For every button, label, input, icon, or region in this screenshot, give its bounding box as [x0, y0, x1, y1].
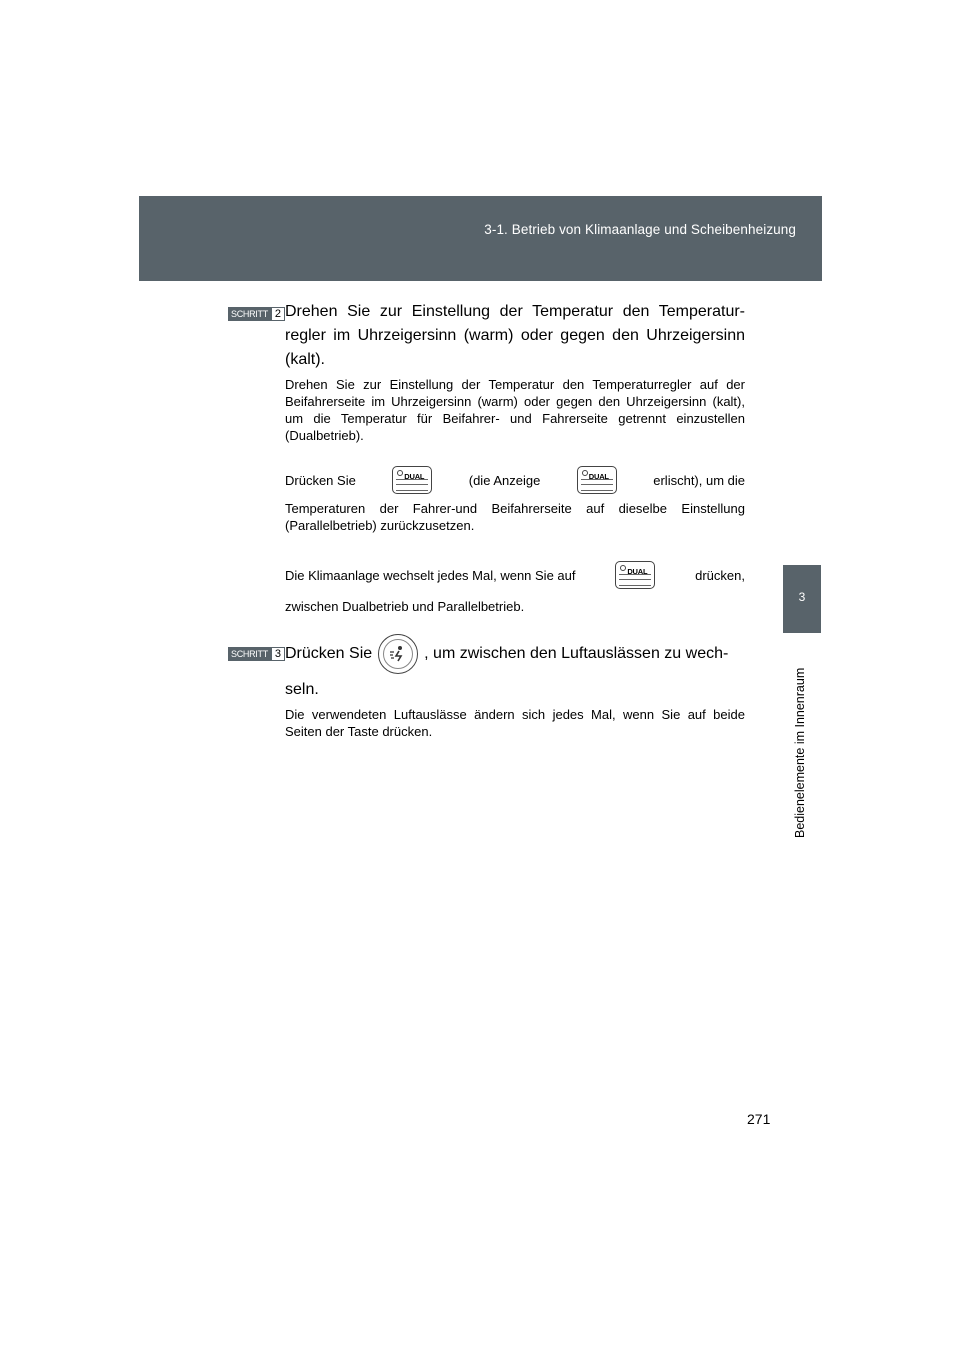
text-fragment: (die Anzeige: [468, 472, 541, 488]
step-3-title: [285, 634, 745, 702]
step-2-paragraph-1: Drehen Sie zur Einstellung der Temperatur den Temperaturregler auf der Beifahrerseite im Uhrzeigersinn (warm) oder gegen den Uhrzeigersinn (kalt), um die Temperatur für Beifahrer- und Fahrerseite getrennt einzustellen (Dualbetrieb).: [285, 377, 745, 443]
header-bar: [139, 196, 822, 281]
step-2-badge: [228, 307, 285, 321]
button-ridges-icon: [619, 574, 651, 586]
step-badge-label: SCHRITT: [228, 307, 271, 321]
chapter-number: 3: [798, 590, 806, 604]
indicator-light-icon: [620, 565, 626, 571]
section-title: 3-1. Betrieb von Klimaanlage und Scheibenheizung: [484, 222, 796, 237]
text-fragment: erlischt), um die: [653, 472, 745, 488]
dual-button-label: DUAL: [404, 472, 425, 481]
text-fragment: drücken,: [695, 567, 745, 583]
step-2-paragraph-2: [285, 466, 745, 534]
text-fragment: Drücken Sie: [285, 645, 373, 662]
text-fragment: , um zwischen den Luftauslässen zu wech-: [424, 645, 729, 662]
step-2-paragraph-3: [285, 561, 745, 615]
indicator-light-icon: [397, 470, 403, 476]
airflow-person-icon: [388, 644, 408, 664]
chapter-label: Bedienelemente im Innenraum: [793, 667, 807, 838]
paragraph-2-first-line: [285, 466, 745, 494]
text-fragment: Die Klimaanlage wechselt jedes Mal, wenn Sie auf: [285, 567, 576, 583]
step-3-paragraph: Die verwendeten Luftauslässe ändern sich jedes Mal, wenn Sie auf beide Seiten der Taste drücken.: [285, 707, 745, 739]
text-fragment: Drücken Sie: [285, 472, 356, 488]
indicator-light-icon: [582, 470, 588, 476]
button-ridges-icon: [581, 479, 613, 491]
step-badge-number: 2: [271, 307, 285, 321]
step-badge-label: SCHRITT: [228, 647, 271, 661]
step-badge-number: 3: [271, 647, 285, 661]
paragraph-2-rest: Temperaturen der Fahrer-und Beifahrerseite auf dieselbe Einstellung (Parallelbetrieb) zurückzusetzen.: [285, 501, 745, 533]
dual-button-label: DUAL: [627, 567, 648, 576]
dual-button-label: DUAL: [588, 472, 609, 481]
paragraph-3-rest: zwischen Dualbetrieb und Parallelbetrieb.: [285, 599, 525, 614]
air-vent-mode-button-icon: [378, 634, 418, 674]
paragraph-3-first-line: [285, 561, 745, 589]
step-3-badge: [228, 647, 285, 661]
step-3-title-rest: seln.: [285, 681, 319, 698]
step-3-title-first-line: [285, 634, 745, 674]
chapter-tab: [783, 565, 821, 633]
dual-button-icon: [577, 466, 617, 494]
dual-button-icon: [615, 561, 655, 589]
dual-button-icon: [392, 466, 432, 494]
page-number: 271: [747, 1111, 771, 1127]
step-2-title: Drehen Sie zur Einstellung der Temperatur den Temperatur-regler im Uhrzeigersinn (warm) oder gegen den Uhrzeigersinn (kalt).: [285, 303, 745, 368]
button-ridges-icon: [396, 479, 428, 491]
